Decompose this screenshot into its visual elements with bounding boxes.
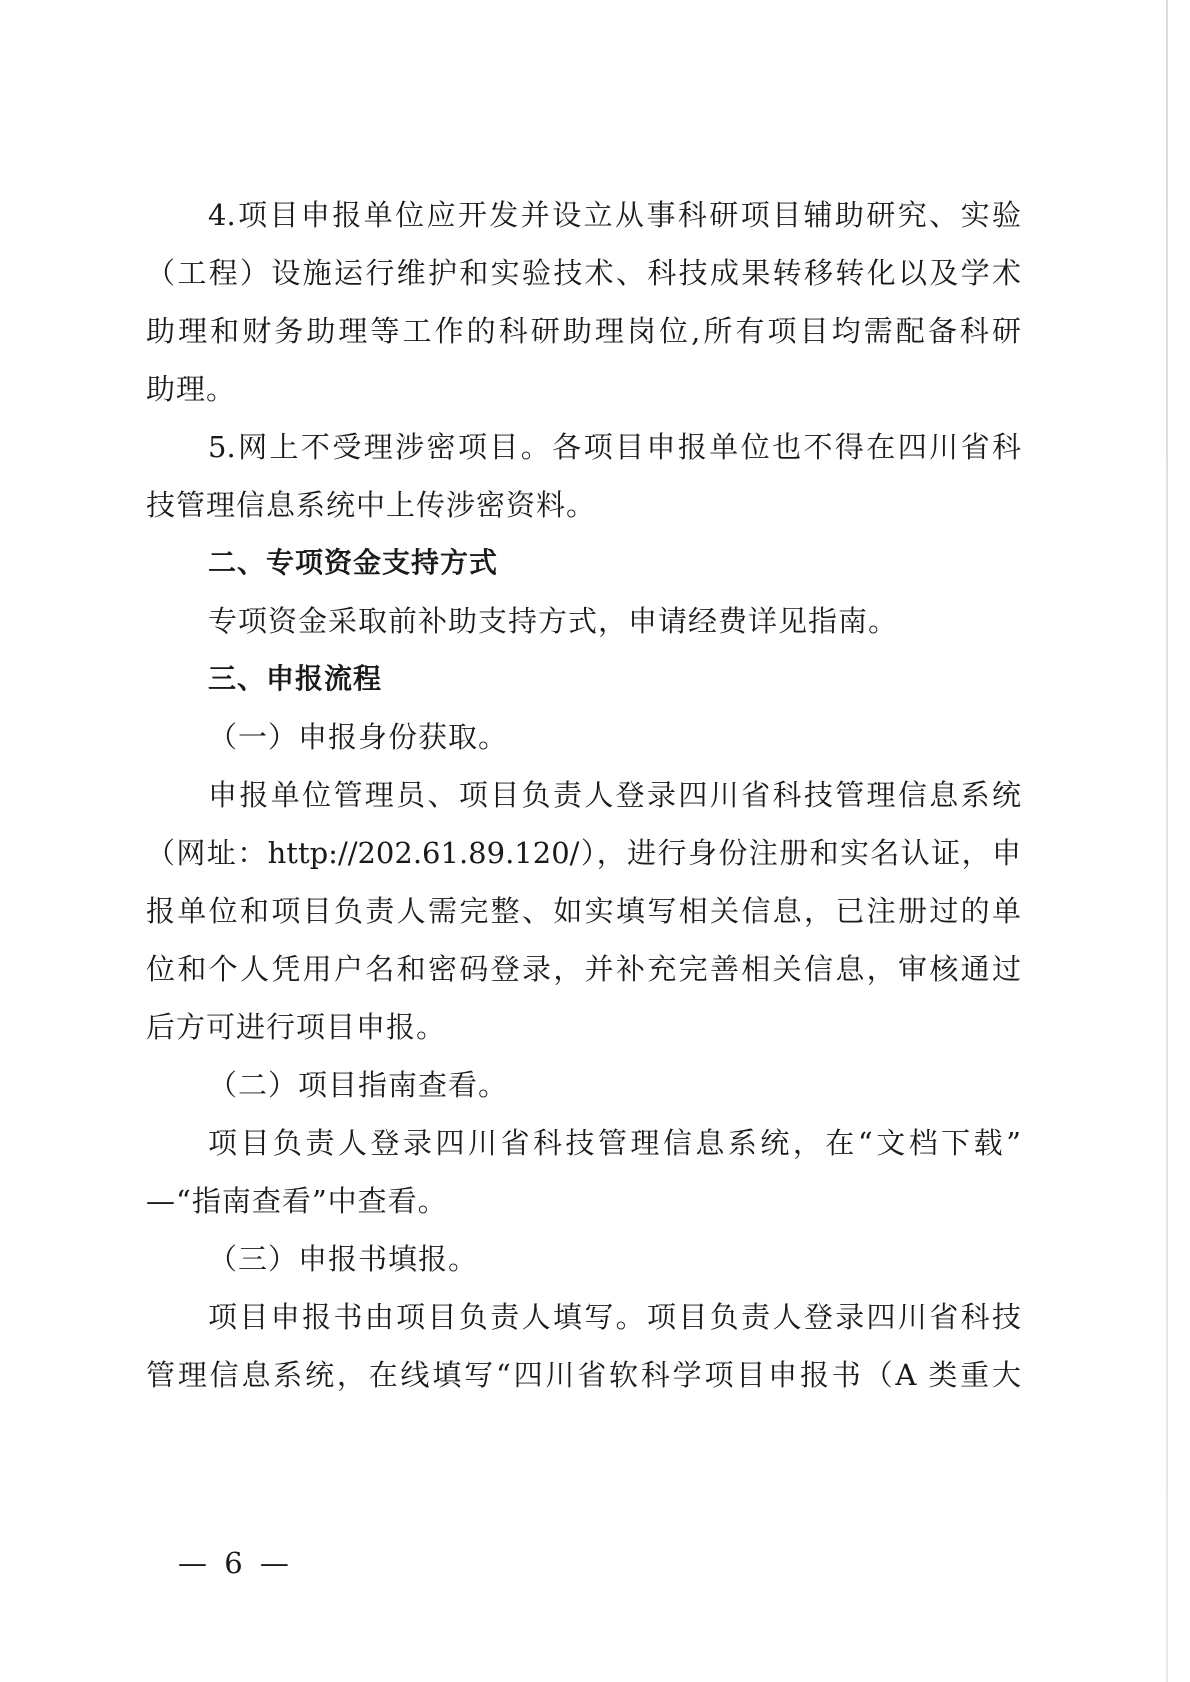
body-line-14: 位和个人凭用户名和密码登录，并补充完善相关信息，审核通过 [146, 952, 1021, 986]
body-line-6: 技管理信息系统中上传涉密资料。 [146, 488, 597, 522]
body-line-2: （工程）设施运行维护和实验技术、科技成果转移转化以及学术 [146, 256, 1021, 290]
body-line-4: 助理。 [146, 372, 237, 406]
section-heading-process: 三、申报流程 [208, 662, 383, 695]
body-line-8: 专项资金采取前补助支持方式，申请经费详见指南。 [208, 604, 899, 638]
body-line-13: 报单位和项目负责人需完整、如实填写相关信息，已注册过的单 [146, 894, 1021, 928]
page-number: — 6 — [178, 1546, 293, 1580]
subheading-application: （三）申报书填报。 [208, 1242, 479, 1276]
body-line-15: 后方可进行项目申报。 [146, 1010, 447, 1044]
subheading-identity: （一）申报身份获取。 [208, 720, 509, 754]
subheading-guide: （二）项目指南查看。 [208, 1068, 509, 1102]
body-line-1: 4.项目申报单位应开发并设立从事科研项目辅助研究、实验 [208, 198, 1021, 232]
body-line-18: —“指南查看”中查看。 [146, 1184, 448, 1218]
body-line-3: 助理和财务助理等工作的科研助理岗位,所有项目均需配备科研 [146, 314, 1021, 348]
body-line-5: 5.网上不受理涉密项目。各项目申报单位也不得在四川省科 [208, 430, 1021, 464]
scan-edge-divider [1166, 0, 1168, 1682]
body-line-21: 管理信息系统，在线填写“四川省软科学项目申报书（A 类重大 [146, 1358, 1021, 1392]
body-line-20: 项目申报书由项目负责人填写。项目负责人登录四川省科技 [208, 1300, 1021, 1334]
body-line-12: （网址：http://202.61.89.120/），进行身份注册和实名认证，申 [146, 836, 1021, 870]
section-heading-funding: 二、专项资金支持方式 [208, 546, 499, 579]
body-line-17: 项目负责人登录四川省科技管理信息系统，在“文档下载” [208, 1126, 1021, 1160]
body-line-11: 申报单位管理员、项目负责人登录四川省科技管理信息系统 [208, 778, 1021, 812]
document-body [146, 186, 1021, 1404]
